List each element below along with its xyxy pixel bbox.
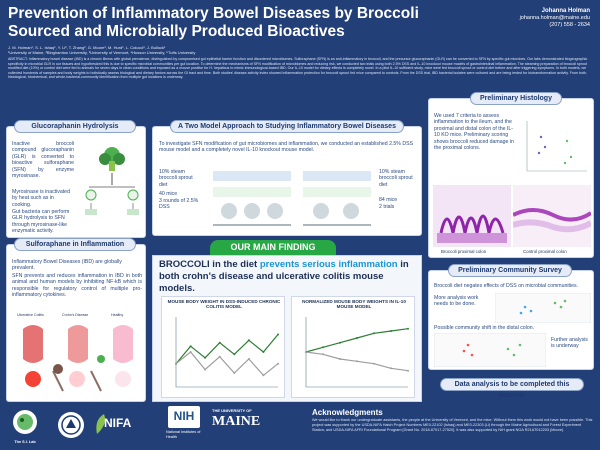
data-point	[262, 351, 264, 353]
data-point	[339, 358, 341, 360]
data-point	[233, 372, 235, 374]
data-point	[277, 334, 279, 336]
chart-axis	[306, 317, 408, 387]
abstract: ABSTRACT: Inflammatory bowel disease (IBD) is a chronic illness with global prevalence, distinguished by compromised gut epithelial barrier function and disordered microbiomes. Sulforaphane (SFN) is an anti-inflammatory in broccoli, and the precursor glucoraphanin (GLR) can be converted to SFN by specific gut microbes. Our labs demonstrated biogeographic specificity in microbial GLR in our tissues and hypothesized this is due to specific microbial communities per gut location. To determine the mechanisms of SFN modification of microbiomes and reducing risk, we conducted two trials using both 2.5% DSS and IL-10 knockout mouse models of gastrointestinal inflammation. The steaming preparation of broccoli sprout modified diet (10%) or control diet were fed to animals for seven days in clean conditions and exposed as a mouse positive for H. hepaticus to mimic immunological-based IBD. Our IL-10 model for dietary effects is completely novel. In a pilot IL-10 sufficient study, mice were fed broccoli sprout or control diet before and after triggering symptoms. In both models, we collected hundreds of samples and body weights to holistically assess biological and dietary factors across the GI tract and time. Both studies' disease activity index showed inflammation protection for broccoli sprout fed mice compared to controls. From the DSS trial, IBD bacterial isolates were cultured and are being tested for biotransformation activity. From both, histological, biochemical, and whole-bacterial-community identification from multiple gut locations is underway.	[8, 57, 588, 80]
histology-score-plot	[521, 117, 591, 177]
sulforaphane-p1: Inflammatory Bowel Diseases (IBD) are globally prevalent.	[12, 259, 122, 272]
nih-logo-text: NIH	[173, 409, 195, 423]
main-finding-title: OUR MAIN FINDING	[210, 240, 336, 255]
chart1-title: MOUSE BODY WEIGHT IN DSS-INDUCED CHRONIC COLITIS MODEL	[167, 299, 281, 310]
data-point	[277, 363, 279, 365]
ack-text: We would like to thank our undergraduate assistants, the people at the University of Vermont, and the mice. Without them this work would not have been possible. This project was supported by the USDA-NIFA Hatch Project Numbers ME0-22102 (Ishaq) and ME0-22303 (Li) through the Maine Agricultural and Forest Experiment Station, and USDA-NIFA AFRI Foundational Program [Grant No. 2018-67017-27520]. It was also supported by NIH grant NOA R21AT012203 (Moore).	[312, 418, 593, 432]
right-model-trials: 2 trials	[379, 204, 395, 210]
contact-info	[480, 8, 590, 29]
chart1-plot	[166, 313, 282, 395]
contact-name: Johanna Holman	[541, 8, 590, 14]
histology-caption-control: Control proximal colon	[523, 249, 567, 254]
sulforaphane-box	[6, 244, 146, 402]
data-point	[373, 363, 375, 365]
histology-title: Preliminary Histology	[470, 92, 562, 105]
two-model-title: A Two Model Approach to Studying Inflammatory Bowel Diseases	[170, 120, 404, 133]
data-point	[248, 339, 250, 341]
community-p4: Further analysis is underway	[551, 337, 588, 350]
community-footer: Data analysis to be completed this summer	[440, 378, 584, 391]
data-point	[322, 346, 324, 348]
nih-logo-box	[168, 406, 200, 428]
series-line-0	[306, 329, 408, 352]
label-ulcerative: Ulcerative Colitis	[17, 313, 44, 317]
poster-title: Prevention of Inflammatory Bowel Diseases by Broccoli Sourced and Microbially Produced Bioactives	[8, 5, 419, 40]
glucoraphanin-box	[6, 126, 146, 238]
label-crohns: Crohn's Disease	[62, 313, 89, 317]
distal-colon-plot	[434, 333, 546, 367]
data-point	[407, 328, 409, 330]
maine-logo-top: THE UNIVERSITY OF	[212, 408, 252, 413]
author-names: J. M. Holman¹, S. L. Ishaq¹, Y. Li², T. Zhang², G. Moore¹, M. Hurd¹, L. Colucci¹, J. Bullock¹	[8, 45, 166, 50]
community-p2: More analysis work needs to be done.	[434, 295, 479, 308]
data-point	[262, 374, 264, 376]
nih-subtitle: National Institutes of Health	[166, 430, 201, 439]
data-point	[322, 353, 324, 355]
data-point	[305, 351, 307, 353]
data-point	[190, 345, 192, 347]
data-point	[390, 330, 392, 332]
finding-rest: in both crohn's disease and ulcerative colitis mouse models.	[159, 259, 409, 294]
data-point	[373, 332, 375, 334]
finding-highlight: prevents serious inflammation	[259, 259, 398, 270]
histology-text: We used 7 criteria to assess inflammation to the ileum, and the proximal and distal colon of the IL-10 KO mice. Preliminary scoring shows broccoli reduced damage in the proximal colons.	[434, 113, 514, 152]
dss-timeline-icon	[209, 165, 295, 231]
main-finding-box	[152, 255, 422, 402]
right-model-mice: 84 mice	[379, 197, 398, 203]
data-point	[356, 337, 358, 339]
data-point	[219, 356, 221, 358]
ack-title: Acknowledgments	[312, 408, 383, 417]
community-title: Preliminary Community Survey	[448, 264, 572, 277]
two-model-intro: To investigate SFN modification of gut microbiomes and inflammation, we conducted an established 2.5% DSS mouse model and a completely novel IL-10 knockout mouse model.	[159, 141, 414, 154]
intestine-illustration-icon	[13, 319, 141, 397]
chart2-title: NORMALIZED MOUSE BODY WEIGHTS IN IL-10 MOUSE MODEL	[302, 299, 406, 310]
glucoraphanin-p2: Myrosinase is inactivated by heat such as in cooking.	[12, 189, 70, 208]
data-point	[233, 353, 235, 355]
right-model-diet: 10% steam broccoli sprout diet	[379, 169, 413, 188]
ishaq-lab-label: The S.I. Lab	[14, 440, 36, 444]
control-colon-image	[513, 185, 591, 247]
community-p1: Broccoli diet negates effects of DSS on microbial communities.	[434, 283, 579, 289]
data-point	[190, 351, 192, 353]
data-point	[407, 370, 409, 372]
author-affiliations: ¹University of Maine, ²Binghamton University, ³University of Vermont, ⁴Husson University, ⁵Tufts University	[8, 50, 196, 55]
title-bar	[0, 0, 600, 46]
data-point	[204, 357, 206, 359]
broccoli-reaction-icon	[81, 143, 143, 223]
il10-timeline-icon	[299, 165, 375, 231]
nifa-logo: NIFA	[104, 416, 132, 430]
histology-caption-broccoli: Broccoli proximal colon	[441, 249, 487, 254]
sulforaphane-title: Sulforaphane in Inflammation	[14, 238, 136, 251]
left-model-diet: 10% steam broccoli sprout diet	[159, 169, 193, 188]
chart2-panel	[291, 296, 415, 398]
contact-email[interactable]: johanna.holman@maine.edu	[519, 15, 590, 21]
data-point	[390, 367, 392, 369]
left-model-mice: 40 mice	[159, 191, 178, 197]
s-i-lab-logo	[10, 407, 40, 441]
maine-logo: MAINE	[212, 414, 261, 429]
data-point	[204, 369, 206, 371]
chart2-plot	[296, 313, 412, 395]
data-point	[356, 360, 358, 362]
main-finding-text	[159, 259, 417, 295]
data-point	[248, 358, 250, 360]
broccoli-colon-image	[433, 185, 511, 247]
data-point	[339, 342, 341, 344]
series-line-0	[176, 335, 278, 364]
authors	[8, 45, 588, 55]
community-box	[428, 270, 594, 370]
finding-lead: BROCCOLI in the diet	[159, 259, 258, 270]
label-healthy: Healthy	[111, 313, 124, 317]
data-point	[219, 342, 221, 344]
community-p3: Possible community shift in the distal colon.	[434, 325, 535, 331]
contact-phone: (207) 558 - 2634	[549, 22, 590, 28]
series-line-1	[176, 352, 278, 375]
sulforaphane-p2: SFN prevents and reduces inflammation in IBD in both animal and human models by inhibiting NF-kB which is responsible for regulatory control of multiple pro-inflammatory cytokines.	[12, 273, 142, 299]
glucoraphanin-p1: Inactive broccoli compound glucoraphanin (GLR) is converted to bioactive sulforaphane (SFN) by enzyme myrosinase.	[12, 141, 74, 180]
left-model-rounds: 3 rounds of 2.5% DSS	[159, 198, 199, 211]
two-model-box	[152, 126, 422, 236]
data-point	[175, 363, 177, 365]
community-ordination-plot	[495, 293, 591, 323]
chart1-panel	[161, 296, 285, 398]
university-seal-logo	[56, 410, 86, 440]
glucoraphanin-p3: Gut bacteria can perform GLR hydrolysis to SFN through myrosinase-like enzymatic activity.	[12, 209, 70, 235]
histology-box	[428, 98, 594, 258]
glucoraphanin-title: Glucoraphanin Hydrolysis	[14, 120, 136, 133]
